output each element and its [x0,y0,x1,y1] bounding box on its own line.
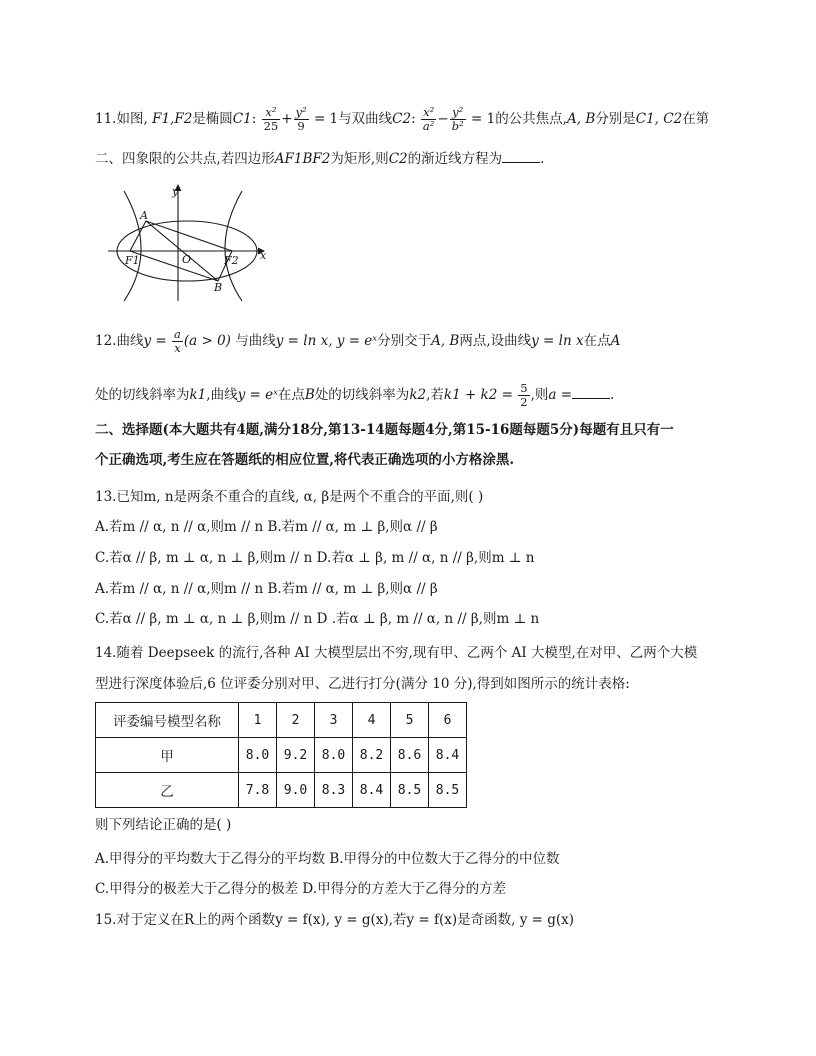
hyperbola-term-2: $\frac{\text{y²}}{\text{b²}}$ [451,105,464,133]
score-cell: 8.6 [391,738,429,773]
q12-line-2: 处的切线斜率为k1,曲线y = eˣ在点B处的切线斜率为k2,若k1 + k2 = $\frac{5}{2}$ ,则a = . [95,381,615,409]
q13-options-ab: A.若m // α, n // α,则m // n B.若m // α, m ⊥ β,则α // β [95,519,438,535]
q13-options-ab-repeat: A.若m // α, n // α,则m // n B.若m // α, m ⊥ β,则α // β [95,581,438,597]
model-name: 甲 [96,738,239,773]
q12-frac-5-over-2: $\frac{5}{2}$ [520,381,528,409]
label-y: y [172,185,179,198]
table-header-row [96,703,467,738]
q13-options-cd-repeat: C.若α // β, m ⊥ α, n ⊥ β,则m // n D .若α ⊥ β, m // α, n // β,则m ⊥ n [95,611,540,627]
score-cell: 8.3 [315,773,353,808]
answer-blank [502,150,540,163]
q12-line-1: 12.曲线y = $\frac{a}{x}$ (a > 0) 与曲线y = ln x, y = eˣ分别交于A, B两点,设曲线y = ln x在点A [95,327,621,355]
score-cell: 8.5 [391,773,429,808]
score-cell: 8.2 [353,738,391,773]
q14-line-1: 14.随着 Deepseek 的流行,各种 AI 大模型层出不穷,现有甲、乙两个 AI 大模型,在对甲、乙两个大模 [95,645,698,661]
table-row [96,738,467,773]
q12-frac-a-over-x: $\frac{a}{x}$ [174,327,181,355]
ellipse-term-1: $\frac{\text{x²}}{25}$ [263,105,279,133]
q14-options-cd: C.甲得分的极差大于乙得分的极差 D.甲得分的方差大于乙得分的方差 [95,881,507,897]
score-table [95,702,467,808]
label-O: O [182,253,192,266]
score-cell: 8.4 [353,773,391,808]
q13-stem: 13.已知m, n是两条不重合的直线, α, β是两个不重合的平面,则( ) [95,489,484,505]
hyperbola-right-branch [225,191,242,301]
label-x: x [260,249,267,262]
table-row [96,773,467,808]
section-2-heading-line-1: 二、选择题(本大题共有4题,满分18分,第13-14题每题4分,第15-16题每题5分)每题有且只有一 [95,422,674,438]
judge-number: 3 [315,703,353,738]
label-A: A [140,209,148,222]
score-cell: 8.0 [239,738,277,773]
score-cell: 9.2 [277,738,315,773]
q14-prompt: 则下列结论正确的是( ) [95,817,232,833]
q15-line-1: 15.对于定义在R上的两个函数y = f(x), y = g(x),若y = f(x)是奇函数, y = g(x) [95,912,575,928]
judge-number: 6 [429,703,467,738]
label-B: B [214,281,223,294]
score-cell: 8.4 [429,738,467,773]
q11-line-2: 二、四象限的公共点,若四边形AF1BF2为矩形,则C2的渐近线方程为 . [95,151,545,167]
score-cell: 8.0 [315,738,353,773]
q12-number: 12. [95,333,117,349]
ellipse-term-2: $\frac{\text{y²}}{9}$ [295,105,307,133]
judge-number: 5 [391,703,429,738]
q11-line-1: 11.如图, F1,F2是椭圆C1: $\frac{\text{x²}}{25}$ + $\frac{\text{y²}}{9}$ = 1与双曲线C2: $\frac{\text{x²}}{\text{a²}}$ − $\frac{\text{y²}}{\text{b²}}$ = 1的公共焦点,A, B分别是C1, C2在第 [95,105,710,133]
q14-options-ab: A.甲得分的平均数大于乙得分的平均数 B.甲得分的中位数大于乙得分的中位数 [95,851,560,867]
score-cell: 9.0 [277,773,315,808]
ellipse-hyperbola-figure [100,183,270,305]
judge-number: 1 [239,703,277,738]
q13-options-cd: C.若α // β, m ⊥ α, n ⊥ β,则m // n D.若α ⊥ β, m // α, n // β,则m ⊥ n [95,550,535,566]
judge-number: 2 [277,703,315,738]
judge-number: 4 [353,703,391,738]
hyperbola-term-1: $\frac{\text{x²}}{\text{a²}}$ [422,105,435,133]
section-2-heading-line-2: 个正确选项,考生应在答题纸的相应位置,将代表正确选项的小方格涂黑. [95,452,515,468]
q14-line-2: 型进行深度体验后,6 位评委分别对甲、乙进行打分(满分 10 分),得到如图所示的统计表格: [95,676,630,692]
q11-number: 11. [95,111,117,127]
label-F2: F2 [224,254,239,267]
label-F1: F1 [125,254,140,267]
table-header-cell: 评委编号模型名称 [96,703,239,738]
score-cell: 7.8 [239,773,277,808]
answer-blank [572,386,610,399]
model-name: 乙 [96,773,239,808]
score-cell: 8.5 [429,773,467,808]
